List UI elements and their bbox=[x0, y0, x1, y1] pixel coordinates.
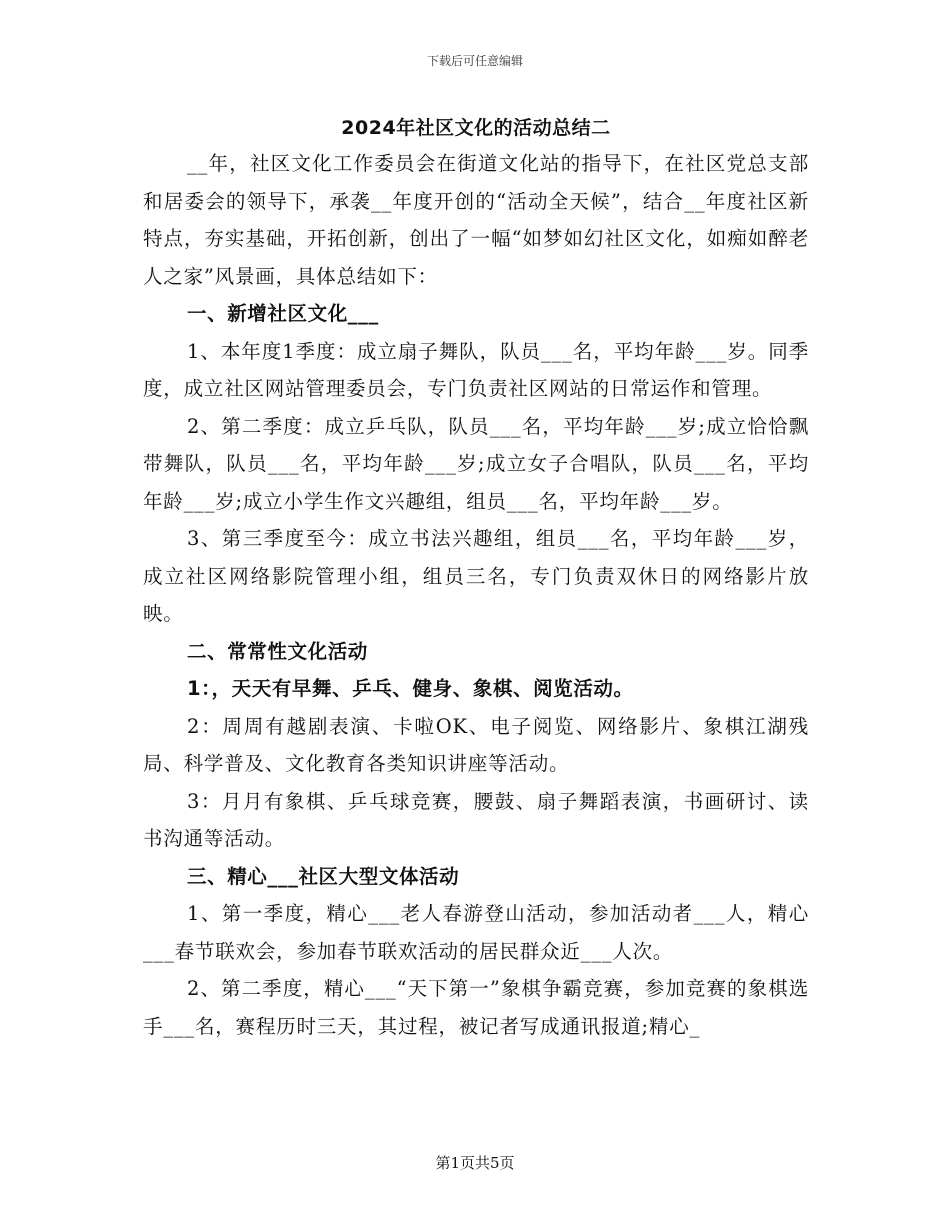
paragraph-1-2: 2、第二季度：成立乒乓队，队员___名，平均年龄___岁;成立恰恰飘带舞队，队员___名，平均年龄___岁;成立女子合唱队，队员___名，平均年龄___岁;成立小学生作文兴趣组，组员___名，平均年龄___岁。 bbox=[143, 414, 809, 513]
paragraph-3-2: 2、第二季度，精心___“天下第一”象棋争霸竞赛，参加竞赛的象棋选手___名，赛程历时三天，其过程，被记者写成通讯报道;精心_ bbox=[143, 977, 809, 1038]
page-footer: 第1页共5页 bbox=[435, 1154, 515, 1172]
paragraph-2-2: 2：周周有越剧表演、卡啦OK、电子阅览、网络影片、象棋江湖残局、科学普及、文化教育各类知识讲座等活动。 bbox=[143, 714, 809, 775]
paragraph-2-1: 1：，天天有早舞、乒乓、健身、象棋、阅览活动。 bbox=[187, 677, 634, 700]
section-heading-2: 二、常常性文化活动 bbox=[187, 639, 368, 663]
section-heading-1: 一、新增社区文化___ bbox=[187, 302, 379, 325]
paragraph-2-3: 3：月月有象棋、乒乓球竞赛，腰鼓、扇子舞蹈表演，书画研讨、读书沟通等活动。 bbox=[143, 789, 809, 850]
section-heading-3: 三、精心___社区大型文体活动 bbox=[187, 864, 460, 888]
paragraph-1-1: 1、本年度1季度：成立扇子舞队，队员___名，平均年龄___岁。同季度，成立社区网站管理委员会，专门负责社区网站的日常运作和管理。 bbox=[143, 339, 809, 400]
header-note: 下载后可任意编辑 bbox=[426, 54, 523, 68]
paragraph-3-1: 1、第一季度，精心___老人春游登山活动，参加活动者___人，精心___春节联欢会，参加春节联欢活动的居民群众近___人次。 bbox=[143, 902, 809, 963]
intro-paragraph: __年，社区文化工作委员会在街道文化站的指导下，在社区党总支部和居委会的领导下，承袭__年度开创的“活动全天候”，结合__年度社区新特点，夯实基础，开拓创新，创出了一幅“如梦如幻社区文化，如痴如醉老人之家”风景画，具体总结如下： bbox=[143, 152, 809, 288]
document-body bbox=[143, 112, 809, 1045]
paragraph-1-3: 3、第三季度至今：成立书法兴趣组，组员___名，平均年龄___岁，成立社区网络影院管理小组，组员三名，专门负责双休日的网络影片放映。 bbox=[143, 527, 809, 625]
document-title: 2024年社区文化的活动总结二 bbox=[341, 117, 611, 139]
